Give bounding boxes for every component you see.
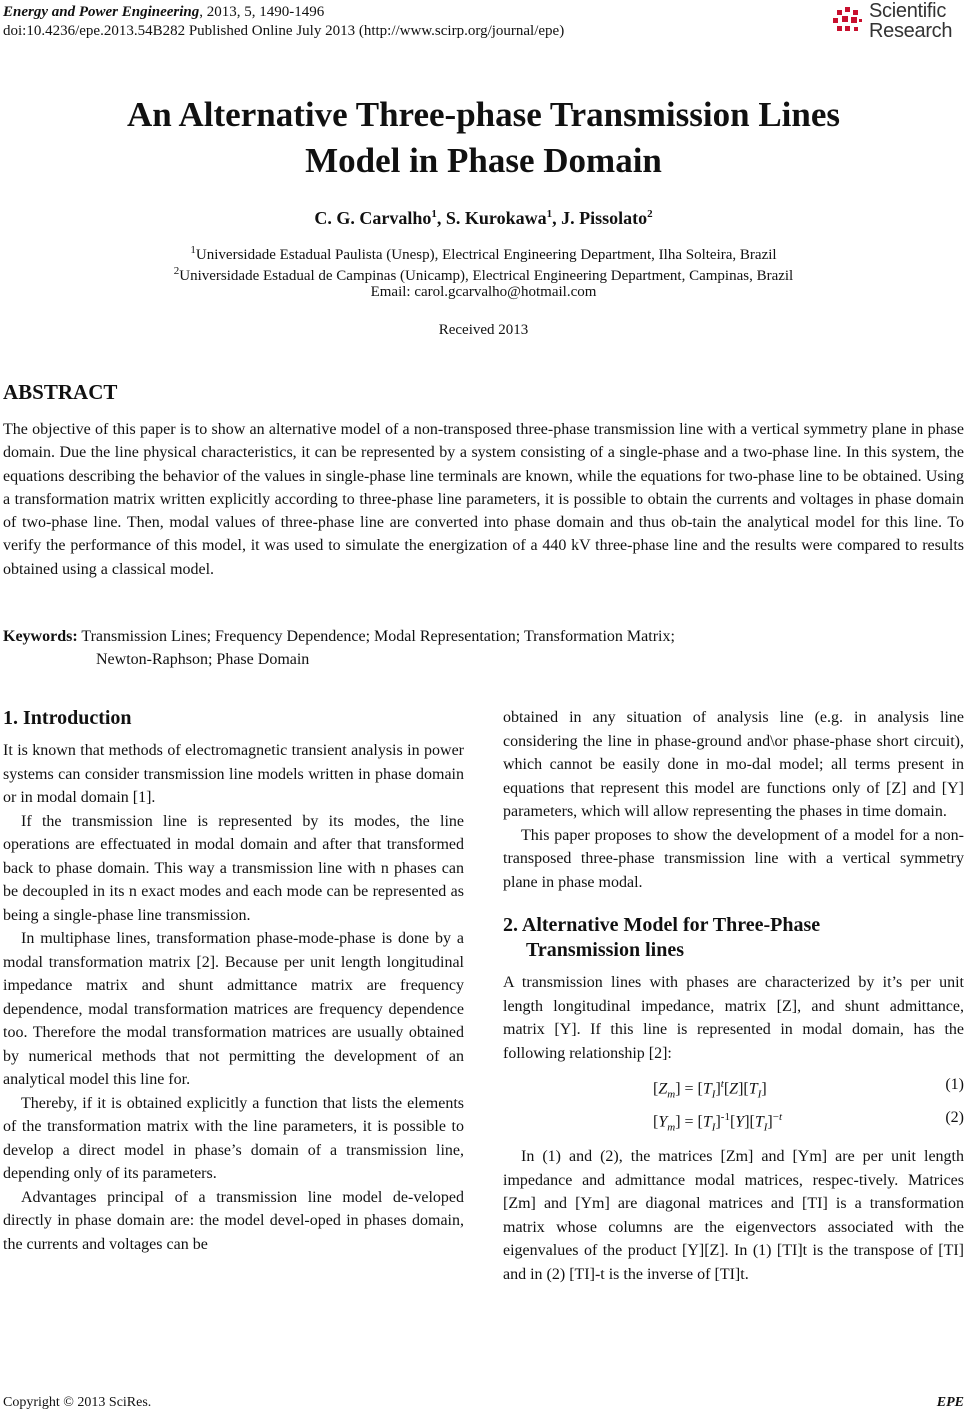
title-line-1: An Alternative Three-phase Transmission Lines (126, 95, 841, 134)
paragraph: In (1) and (2), the matrices [Zm] and [Ym] are per unit length impedance and admittance modal matrices, respec-tively. Matrices [Zm] and [Ym] are diagonal matrices and [TI] is a transformation matrix whose columns are the eigenvectors associated with the eigenvalues of the product [Y][Z]. In (1) [TI]t is the transpose of [TI] and in (2) [TI]-t is the inverse of [TI]t. (503, 1148, 964, 1283)
keywords (3, 625, 964, 671)
paragraph: In multiphase lines, transformation phase-mode-phase is done by a modal transformation matrix [2]. Because per unit length longitudinal impedance matrix and shunt admittance matrix are frequency dependence, modal transformation matrices are frequency dependence too. Therefore the modal transformation matrices are usually obtained by numerical methods that not permitting the development of an analytical model this line for. (3, 930, 464, 1088)
author-affil-mark: 1 (546, 208, 553, 220)
equation-1-formula: $[Z_m] = [T_I]^t[Z][T_I]$ (653, 1078, 767, 1101)
paragraph: It is known that methods of electromagnetic transient analysis in power systems can consider transmission line models written in phase domain or in modal domain [1]. (3, 742, 464, 806)
logo-mark-icon (831, 4, 865, 38)
paragraph: obtained in any situation of analysis line (e.g. in analysis line considering the line in phase-ground and\or phase-phase short circuit), which cannot be easily done in mo-dal model; all terms present in equations that represent this model are functions only of [Z] and [Y] parameters, which will allow representing the phases in time domain. (503, 709, 964, 820)
author: S. Kurokawa (445, 208, 547, 228)
footer-copyright: Copyright © 2013 SciRes. (3, 1395, 152, 1410)
equation-number: (2) (945, 1109, 964, 1126)
paper-title (0, 92, 967, 184)
email: Email: carol.gcarvalho@hotmail.com (370, 284, 597, 300)
author: J. Pissolato (561, 208, 648, 228)
received-date: Received 2013 (438, 322, 529, 338)
keywords-label: Keywords: (3, 628, 78, 645)
paragraph: Thereby, if it is obtained explicitly a function that lists the elements of the transformation matrix with the line parameters, it is possible to develop a direct model in phase’s domain of a transmission line, depending only of its parameters. (3, 1094, 464, 1182)
title-line-2: Model in Phase Domain (305, 141, 662, 180)
paragraph: This paper proposes to show the development of a model for a non-transposed three-phase transmission line with a vertical symmetry plane in phase modal. (503, 826, 964, 891)
paragraph: A transmission lines with phases are characterized by it’s per unit length longitudinal impedance, matrix [Z], and shunt admittance, matrix [Y]. If this line is represented in modal domain, has the following relationship [2]: (503, 974, 964, 1062)
equation-1 (503, 1071, 964, 1104)
affiliation-2: $^2$Universidade Estadual de Campinas (Unicamp), Electrical Engineering Department, Campinas, Brazil (173, 265, 794, 284)
footer-journal: EPE (936, 1395, 964, 1410)
paragraph: If the transmission line is represented by its modes, the line operations are effectuated in modal domain and after that transformed back to phase domain. This way a transmission line with n phases can be decoupled in its n exact modes and each mode can be represented as being a single-phase line transmission. (3, 812, 464, 924)
publisher-logo (831, 0, 961, 44)
section-1-heading: 1. Introduction (3, 707, 132, 729)
left-column (3, 706, 464, 1256)
section-2-heading: 2. Alternative Model for Three-Phase Transmission lines (503, 914, 821, 961)
citation: , 2013, 5, 1490-1496 (199, 4, 325, 20)
keywords-line-2: Newton-Raphson; Phase Domain (96, 651, 310, 668)
running-header (3, 3, 564, 41)
author-affil-mark: 1 (431, 208, 437, 220)
abstract-heading: ABSTRACT (3, 380, 118, 404)
author-list: C. G. Carvalho$^1$, S. Kurokawa$^1$, J. Pissolato$^2$ (314, 208, 653, 228)
keywords-line-1: Transmission Lines; Frequency Dependence; Modal Representation; Transformation Matrix; (77, 628, 675, 645)
author: C. G. Carvalho (314, 208, 432, 228)
paragraph: Advantages principal of a transmission line model de-veloped directly in phase domain are: the model devel-oped in phases domain, the currents and voltages can be (3, 1188, 464, 1253)
right-column (503, 706, 964, 1286)
logo-text-research: Research (869, 20, 953, 42)
doi-line: doi:10.4236/epe.2013.54B282 Published Online July 2013 (http://www.scirp.org/journal/epe) (3, 23, 565, 39)
equation-2-formula: $[Y_m] = [T_I]^{-1}[Y][T_I]^{-t}$ (653, 1111, 783, 1134)
abstract-text: The objective of this paper is to show an alternative model of a non-transposed three-phase transmission line with a vertical symmetry plane in phase domain. Due the line physical characteristics, it can be represented by a system consisting of a single-phase and a two-phase line. In this system, the equations describing the behavior of the values in single-phase line terminals are known, while the equations for two-phase line to be obtained. Using a transformation matrix written explicitly according to three-phase line parameters, it is possible to obtain the currents and voltages in phase domain of two-phase line. Then, modal values of three-phase line are converted into phase domain and thus ob-tain the analytical model for this line. To verify the performance of this model, it was used to simulate the energization of a 440 kV three-phase line and the results were compared to results obtained using a classical model. (3, 421, 964, 578)
author-affil-mark: 2 (647, 208, 653, 220)
affiliation-1: $^1$Universidade Estadual Paulista (Unesp), Electrical Engineering Department, Ilha Solteira, Brazil (190, 244, 777, 263)
journal-name: Energy and Power Engineering (3, 4, 200, 20)
equation-2 (503, 1104, 964, 1137)
logo-text-scientific: Scientific (869, 0, 947, 22)
equation-number: (1) (945, 1076, 964, 1093)
